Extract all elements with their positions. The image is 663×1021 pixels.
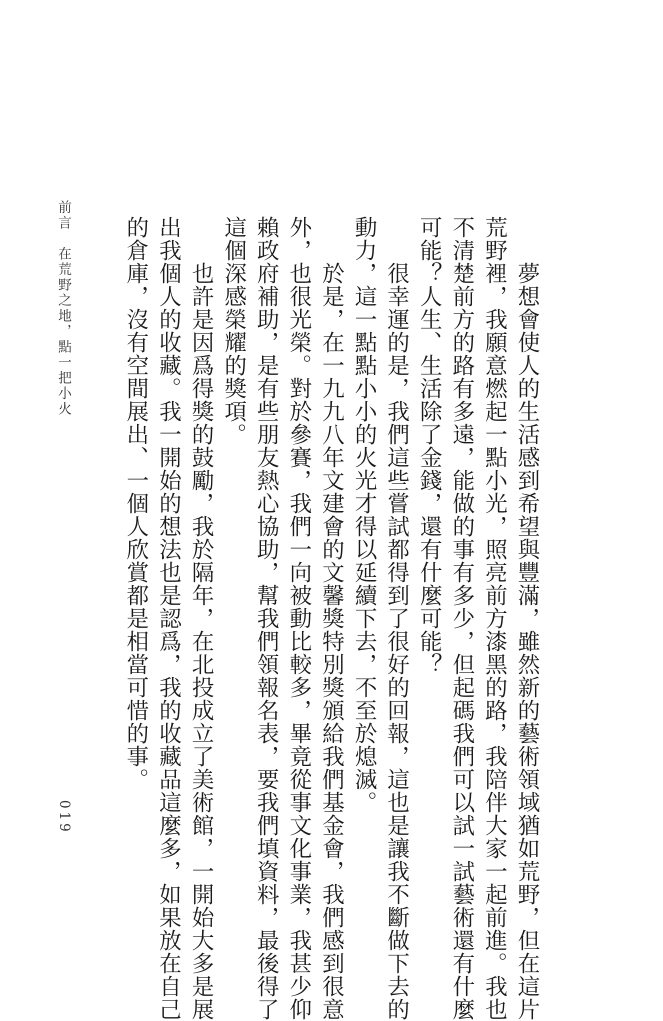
- text-line: 夢想會使人的生活感到希望與豐滿，雖然新的藝術領域猶如荒野，但在這片: [514, 216, 540, 1021]
- text-line: 出我個人的收藏。我一開始的想法也是認爲，我的收藏品這麼多，如果放在自己: [155, 216, 182, 1021]
- text-line: 不清楚前方的路有多遠，能做的事有多少，但起碼我們可以試一試藝術還有什麼: [448, 216, 475, 1021]
- text-line: 賴政府補助，是有些朋友熱心協助，幫我們領報名表，要我們填資料，最後得了: [253, 216, 280, 1021]
- running-head: 前言 在荒野之地，點一把小火: [55, 200, 71, 417]
- text-line: 動力，這一點點小小的火光才得以延續下去，不至於熄滅。: [351, 216, 378, 814]
- text-line: 很幸運的是，我們這些嘗試都得到了很好的回報，這也是讓我不斷做下去的: [383, 216, 410, 1021]
- text-line: 這個深感榮耀的獎項。: [220, 216, 247, 446]
- text-line: 也許是因爲得獎的鼓勵，我於隔年，在北投成立了美術館，一開始大多是展: [188, 216, 215, 1021]
- text-line: 荒野裡，我願意燃起一點小光，照亮前方漆黑的路，我陪伴大家一起前進。我也: [481, 216, 508, 1021]
- text-line: 的倉庫，沒有空間展出、一個人欣賞都是相當可惜的事。: [122, 216, 149, 791]
- body-text: [119, 216, 543, 1021]
- text-line: 可能？人生、生活除了金錢，還有什麼可能？: [416, 216, 443, 676]
- page-number: 019: [56, 800, 72, 835]
- text-line: 於是，在一九九八年文建會的文馨獎特別獎頒給我們基金會，我們感到很意: [318, 216, 345, 1021]
- text-line: 外，也很光榮。對於參賽，我們一向被動比較多，畢竟從事文化事業，我甚少仰: [285, 216, 312, 1021]
